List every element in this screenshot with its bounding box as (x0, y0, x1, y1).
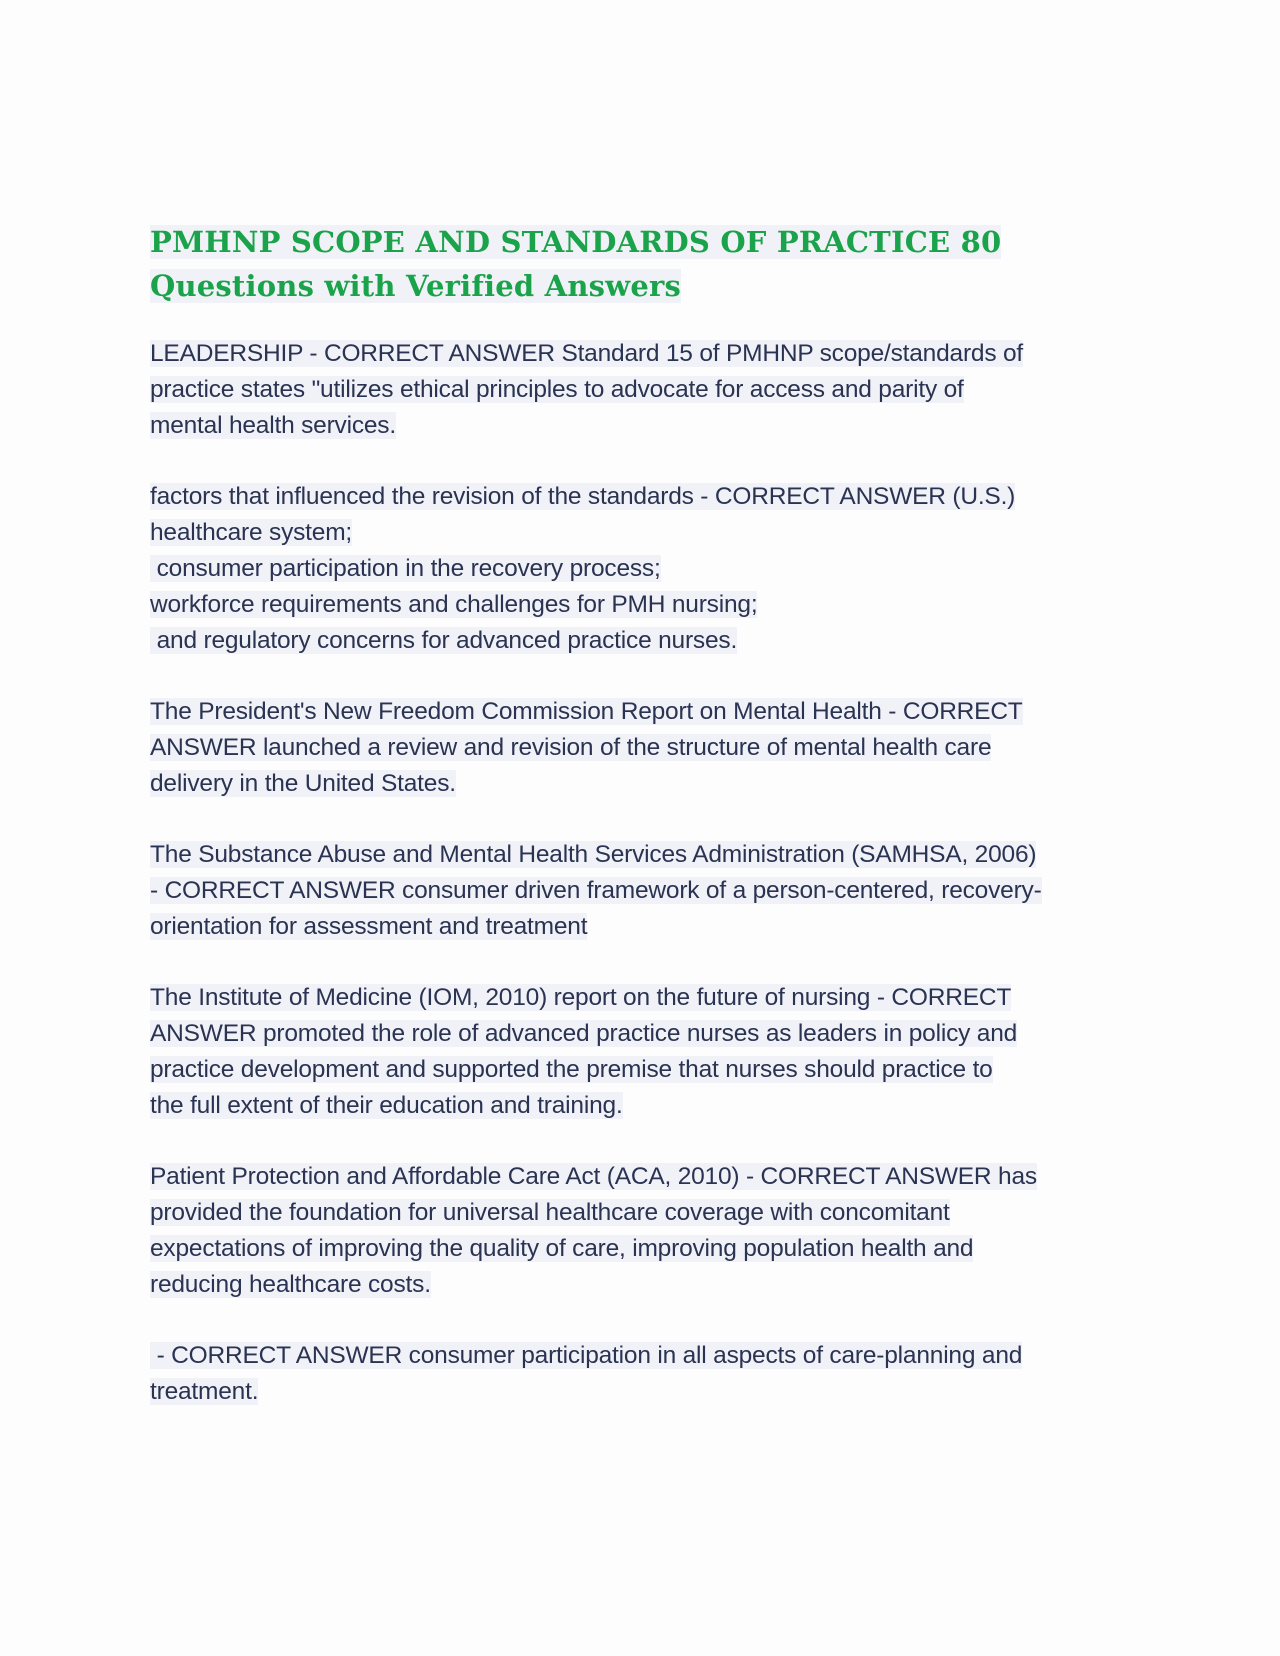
qa-line: orientation for assessment and treatment (150, 913, 588, 940)
qa-line: The Institute of Medicine (IOM, 2010) report on the future of nursing - CORRECT (150, 984, 1012, 1011)
qa-line: ANSWER launched a review and revision of the structure of mental health care (150, 734, 992, 761)
qa-line: ANSWER promoted the role of advanced practice nurses as leaders in policy and (150, 1020, 1018, 1047)
qa-entry-iom (150, 980, 1140, 1124)
qa-line: LEADERSHIP - CORRECT ANSWER Standard 15 of PMHNP scope/standards of (150, 340, 1024, 367)
qa-line: - CORRECT ANSWER consumer driven framework of a person-centered, recovery- (150, 877, 1042, 904)
qa-line: and regulatory concerns for advanced practice nurses. (150, 627, 738, 654)
title-line-2: Questions with Verified Answers (150, 269, 681, 303)
document-title (150, 220, 1140, 308)
qa-line: healthcare system; (150, 519, 353, 546)
qa-line: The President's New Freedom Commission Report on Mental Health - CORRECT (150, 698, 1023, 725)
qa-entry-consumer-participation (150, 1338, 1140, 1410)
qa-line: practice states "utilizes ethical principles to advocate for access and parity of (150, 376, 964, 403)
qa-line: workforce requirements and challenges for PMH nursing; (150, 591, 758, 618)
qa-line: The Substance Abuse and Mental Health Services Administration (SAMHSA, 2006) (150, 841, 1037, 868)
qa-entry-revision-factors (150, 479, 1140, 659)
qa-line: reducing healthcare costs. (150, 1271, 431, 1298)
qa-line: consumer participation in the recovery process; (150, 555, 661, 582)
qa-line: provided the foundation for universal healthcare coverage with concomitant (150, 1199, 950, 1226)
qa-line: expectations of improving the quality of care, improving population health and (150, 1235, 974, 1262)
qa-entry-new-freedom-commission (150, 694, 1140, 802)
qa-line: Patient Protection and Affordable Care Act (ACA, 2010) - CORRECT ANSWER has (150, 1163, 1037, 1190)
qa-line: mental health services. (150, 412, 396, 439)
qa-line: practice development and supported the premise that nurses should practice to (150, 1056, 993, 1083)
qa-entry-aca (150, 1159, 1140, 1303)
qa-line: - CORRECT ANSWER consumer participation in all aspects of care-planning and (150, 1342, 1023, 1369)
qa-entry-leadership (150, 336, 1140, 444)
document-page (150, 220, 1140, 1445)
qa-line: treatment. (150, 1378, 259, 1405)
qa-line: factors that influenced the revision of the standards - CORRECT ANSWER (U.S.) (150, 483, 1016, 510)
title-line-1: PMHNP SCOPE AND STANDARDS OF PRACTICE 80 (150, 225, 1002, 259)
qa-line: the full extent of their education and training. (150, 1092, 623, 1119)
qa-line: delivery in the United States. (150, 770, 456, 797)
qa-entry-samhsa (150, 837, 1140, 945)
